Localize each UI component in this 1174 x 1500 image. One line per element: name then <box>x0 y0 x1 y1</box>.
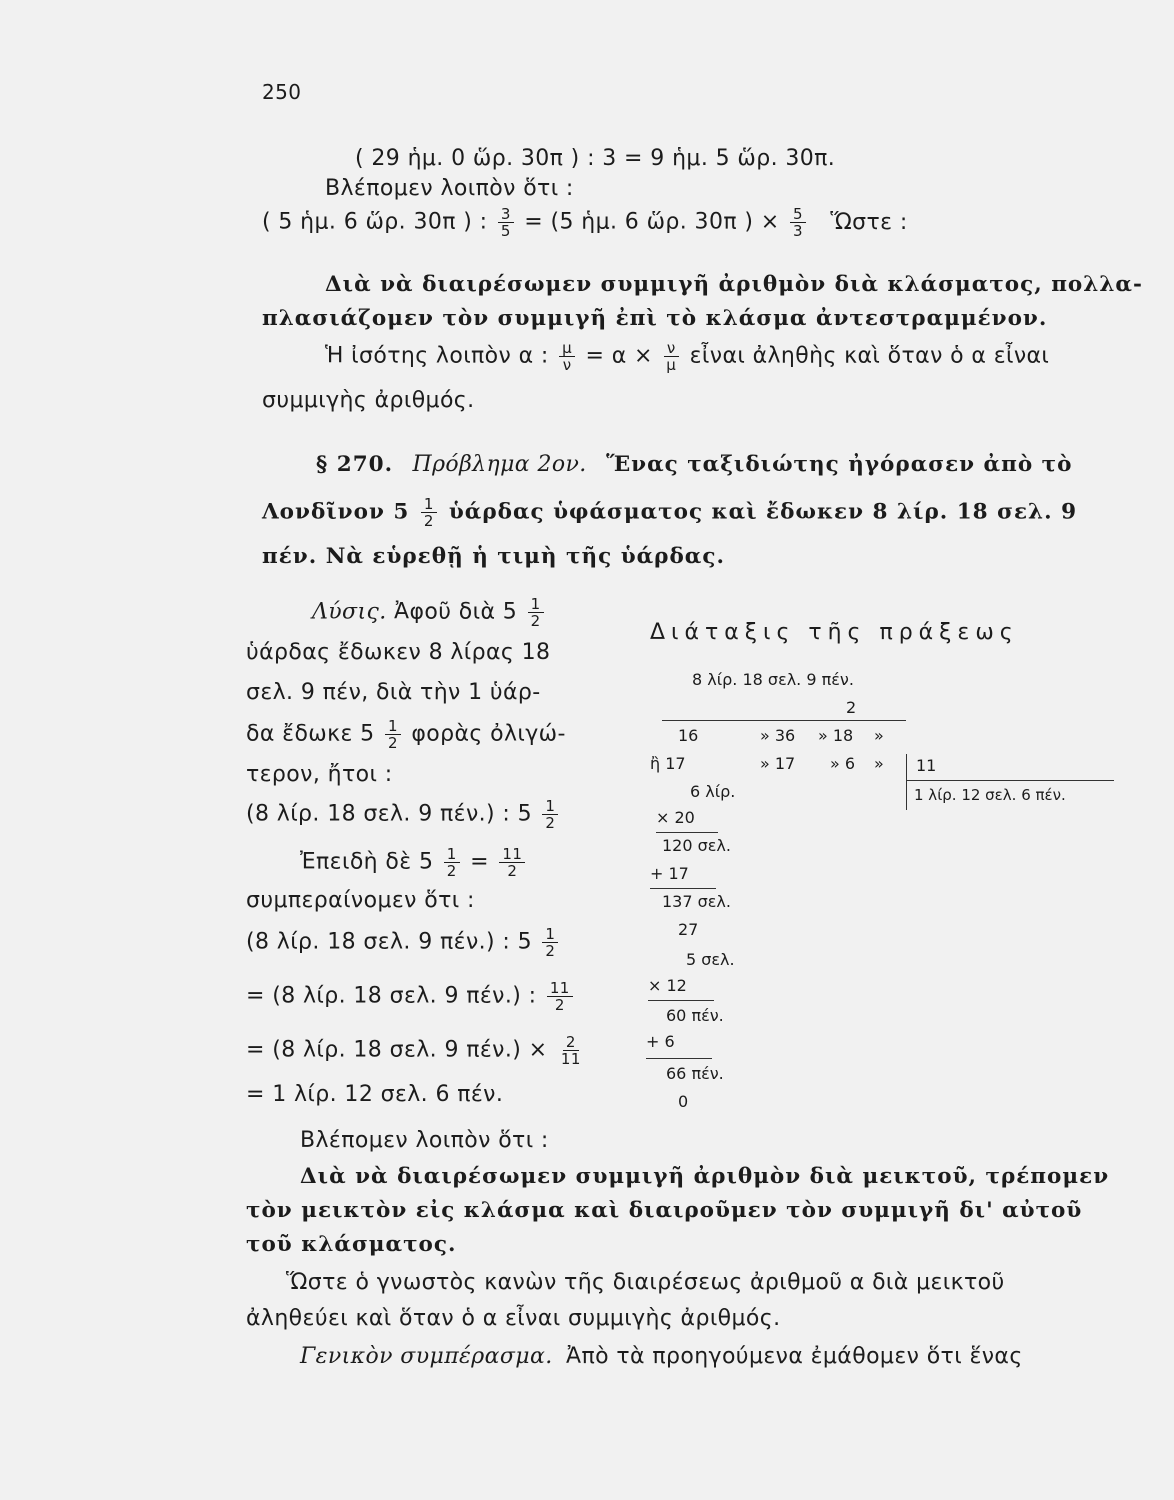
section-number: § 270. <box>316 452 394 477</box>
calc-row: » 18 <box>818 726 854 745</box>
problem-text: Ἕνας ταξιδιώτης ἠγόρασεν ἀπὸ τὸ <box>606 452 1073 477</box>
solution-line: Ἐπειδὴ δὲ 5 $\frac{1}{2}$ = $\frac{11}{2}$ <box>300 846 528 879</box>
calc-divisor: 11 <box>916 756 937 775</box>
fraction: $\frac{1}{2}$ <box>542 798 558 831</box>
solution-line: συμπεραίνομεν ὅτι : <box>246 888 475 913</box>
text-line: συμμιγὴς ἀριθμός. <box>262 388 475 413</box>
text-line: Ὥστε ὁ γνωστὸς κανὼν τῆς διαιρέσεως ἀριθμοῦ α διὰ μεικτοῦ <box>286 1270 1005 1295</box>
calc-step: + 6 <box>646 1032 675 1051</box>
calc-rule <box>646 1058 712 1059</box>
fraction: $\frac{\nu}{\mu}$ <box>663 340 679 373</box>
calc-step: 27 <box>678 920 699 939</box>
text-line: Βλέπομεν λοιπὸν ὅτι : <box>300 1128 549 1153</box>
fraction: $\frac{1}{2}$ <box>444 846 460 879</box>
problem-title: Πρόβλημα 2ον. <box>412 452 587 477</box>
calc-step: 0 <box>678 1092 689 1111</box>
solution-line: σελ. 9 πέν, διὰ τὴν 1 ὑάρ- <box>246 680 541 705</box>
equation-line: ( 29 ἡμ. 0 ὥρ. 30π ) : 3 = 9 ἡμ. 5 ὥρ. 30π. <box>355 146 836 171</box>
page-number: 250 <box>262 80 302 104</box>
problem-heading <box>316 452 1072 477</box>
calc-row: » 36 <box>760 726 796 745</box>
fraction: $\frac{1}{2}$ <box>528 596 544 629</box>
conclusion-label: Γενικὸν συμπέρασμα. <box>300 1344 553 1369</box>
calc-row: » <box>874 726 884 745</box>
calc-step: × 12 <box>648 976 687 995</box>
solution-line: ὑάρδας ἔδωκεν 8 λίρας 18 <box>246 640 551 665</box>
fraction: $\frac{1}{2}$ <box>421 496 438 529</box>
calc-multiplier: 2 <box>846 698 857 717</box>
fraction: $\frac{3}{5}$ <box>498 206 514 239</box>
fraction: $\frac{1}{2}$ <box>385 718 401 751</box>
text-line: ἀληθεύει καὶ ὅταν ὁ α εἶναι συμμιγὴς ἀριθμός. <box>246 1306 781 1331</box>
solution-label: Λύσις. <box>312 599 387 625</box>
calc-row: ἢ 17 <box>650 754 686 773</box>
calc-row: » <box>874 754 884 773</box>
calc-rule <box>656 832 718 833</box>
solution-line: = 1 λίρ. 12 σελ. 6 πέν. <box>246 1082 504 1107</box>
division-bracket <box>906 754 907 810</box>
calc-step: 60 πέν. <box>666 1006 724 1025</box>
equation-part: ( 5 ἡμ. 6 ὥρ. 30π ) : <box>262 209 488 235</box>
solution-line: Λύσις. Ἀφοῦ διὰ 5 $\frac{1}{2}$ <box>312 596 547 629</box>
calc-rule <box>650 888 716 889</box>
fraction: $\frac{11}{2}$ <box>499 846 525 879</box>
calc-rule <box>648 1000 714 1001</box>
equation-part: = (5 ἡμ. 6 ὥρ. 30π ) × <box>524 209 780 235</box>
fraction: $\frac{11}{2}$ <box>547 980 573 1013</box>
text-line: Γενικὸν συμπέρασμα. Ἀπὸ τὰ προηγούμενα ἐμάθομεν ὅτι ἕνας <box>300 1344 1023 1369</box>
fraction: $\frac{2}{11}$ <box>560 1033 581 1068</box>
calc-step: + 17 <box>650 864 689 883</box>
problem-text: πέν. Νὰ εὑρεθῇ ἡ τιμὴ τῆς ὑάρδας. <box>262 544 725 569</box>
calc-row: » 6 <box>830 754 856 773</box>
calc-result: 1 λίρ. 12 σελ. 6 πέν. <box>914 786 1066 804</box>
solution-line: τερον, ἤτοι : <box>246 762 393 787</box>
solution-line: = (8 λίρ. 18 σελ. 9 πέν.) : $\frac{11}{2}$ <box>246 980 576 1013</box>
rule-statement: πλασιάζομεν τὸν συμμιγῆ ἐπὶ τὸ κλάσμα ἀντεστραμμένον. <box>262 306 1048 331</box>
fraction: $\frac{5}{3}$ <box>790 206 806 239</box>
equation-line <box>262 206 908 239</box>
calc-row: 16 <box>678 726 699 745</box>
fraction: $\frac{\mu}{\nu}$ <box>559 340 575 373</box>
calc-step: 137 σελ. <box>662 892 731 911</box>
problem-text: Λονδῖνον 5 $\frac{1}{2}$ ὑάρδας ὑφάσματος καὶ ἔδωκεν 8 λίρ. 18 σελ. 9 <box>262 495 1078 530</box>
solution-line: δα ἔδωκε 5 $\frac{1}{2}$ φορὰς ὀλιγώ- <box>246 717 566 752</box>
calc-step: 5 σελ. <box>686 950 735 969</box>
rule-statement: Διὰ νὰ διαιρέσωμεν συμμιγῆ ἀριθμὸν διὰ μεικτοῦ, τρέπομεν <box>300 1164 1110 1189</box>
text-line: Βλέπομεν λοιπὸν ὅτι : <box>325 176 574 201</box>
rule-statement: τοῦ κλάσματος. <box>246 1232 457 1257</box>
calc-rule <box>906 780 1114 781</box>
calc-row: » 17 <box>760 754 796 773</box>
calc-step: 120 σελ. <box>662 836 731 855</box>
rule-statement: Διὰ νὰ διαιρέσωμεν συμμιγῆ ἀριθμὸν διὰ κλάσματος, πολλα- <box>325 272 1143 297</box>
calc-rule <box>662 720 906 721</box>
layout-title: Διάταξις τῆς πράξεως <box>650 620 1019 645</box>
rule-statement: τὸν μεικτὸν εἰς κλάσμα καὶ διαιροῦμεν τὸν συμμιγῆ δι' αὐτοῦ <box>246 1198 1083 1223</box>
calc-step: × 20 <box>656 808 695 827</box>
calc-step: 66 πέν. <box>666 1064 724 1083</box>
solution-line: (8 λίρ. 18 σελ. 9 πέν.) : 5 $\frac{1}{2}$ <box>246 926 561 959</box>
equation-line: Ἡ ἰσότης λοιπὸν α : $\frac{\mu}{\nu}$ = α × $\frac{\nu}{\mu}$ εἶναι ἀληθὴς καὶ ὅταν ὁ α εἶναι <box>325 339 1050 374</box>
calc-dividend: 8 λίρ. 18 σελ. 9 πέν. <box>692 670 854 689</box>
fraction: $\frac{1}{2}$ <box>542 926 558 959</box>
equation-part: Ὥστε : <box>830 209 908 235</box>
solution-line: (8 λίρ. 18 σελ. 9 πέν.) : 5 $\frac{1}{2}$ <box>246 798 561 831</box>
calc-step: 6 λίρ. <box>690 782 736 801</box>
solution-line: = (8 λίρ. 18 σελ. 9 πέν.) × $\frac{2}{11}$ <box>246 1034 587 1067</box>
